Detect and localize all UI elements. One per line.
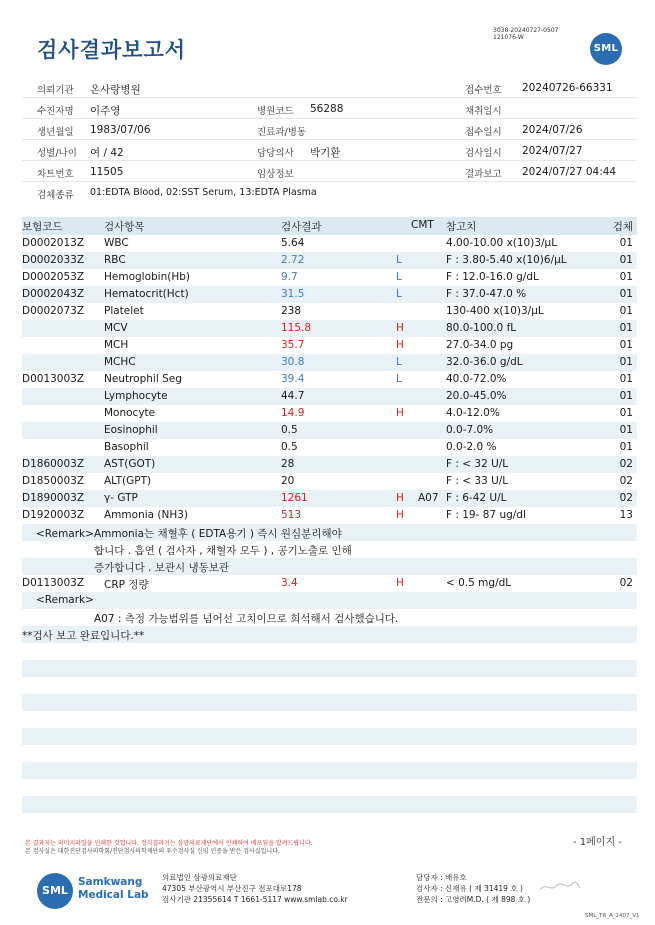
test-result: 14.9 xyxy=(281,407,305,419)
table-row xyxy=(22,286,637,303)
test-result: 39.4 xyxy=(281,373,305,385)
collect-date-label: 채취일시 xyxy=(465,106,502,117)
footer-address-block xyxy=(162,872,348,905)
footer-logo-line2: Medical Lab xyxy=(78,889,149,901)
test-item: CRP 정량 xyxy=(104,579,149,591)
table-row xyxy=(22,354,637,371)
reference-range: F : 12.0-16.0 g/dL xyxy=(446,271,539,283)
insurance-code: D0113003Z xyxy=(22,577,85,589)
remark-row xyxy=(22,558,637,575)
report-date-value: 2024/07/27 04:44 xyxy=(522,166,617,178)
test-result: 44.7 xyxy=(281,390,305,402)
table-header xyxy=(22,217,637,235)
patient-info xyxy=(22,77,637,203)
test-item: WBC xyxy=(104,237,129,249)
test-result: 0.5 xyxy=(281,441,298,453)
test-date-label: 검사일시 xyxy=(465,148,502,159)
insurance-code: D1920003Z xyxy=(22,509,85,521)
table-row xyxy=(22,269,637,286)
test-result: 513 xyxy=(281,509,302,521)
empty-row xyxy=(22,745,637,762)
specimen-code: 01 xyxy=(619,305,633,317)
table-row xyxy=(22,473,637,490)
specimen-value: 01:EDTA Blood, 02:SST Serum, 13:EDTA Plasma xyxy=(90,187,317,198)
remark-text: A07 : 측정 가능범위를 넘어선 고치이므로 희석해서 검사했습니다. xyxy=(94,613,399,625)
empty-row xyxy=(22,694,637,711)
test-result: 31.5 xyxy=(281,288,305,300)
hospital-code-value: 56288 xyxy=(310,103,344,115)
staff-specialist: 전문의 : 고영려M.D. ( 제 898 호 ) xyxy=(416,895,531,904)
result-flag: L xyxy=(396,373,402,385)
name-value: 이주영 xyxy=(90,105,121,117)
table-row xyxy=(22,405,637,422)
test-date-value: 2024/07/27 xyxy=(522,145,583,157)
receipt-no-value: 20240726-66331 xyxy=(522,82,613,94)
header-result: 검사결과 xyxy=(281,221,322,233)
signature-icon xyxy=(538,880,582,894)
specimen-code: 01 xyxy=(619,271,633,283)
test-result: 238 xyxy=(281,305,302,317)
staff-manager: 담당자 : 배유호 xyxy=(416,873,467,882)
receipt-no-label: 접수번호 xyxy=(465,85,502,96)
test-result: 3.4 xyxy=(281,577,298,589)
info-row-name xyxy=(22,98,637,119)
table-row xyxy=(22,320,637,337)
result-flag: L xyxy=(396,288,402,300)
info-row-sex-age xyxy=(22,140,637,161)
reference-range: F : 6-42 U/L xyxy=(446,492,507,504)
reference-range: 80.0-100.0 fL xyxy=(446,322,517,334)
doctor-value: 박기환 xyxy=(310,147,341,159)
table-row xyxy=(22,456,637,473)
receipt-date-label: 접수일시 xyxy=(465,127,502,138)
signature-mark xyxy=(538,880,582,896)
remark-label: <Remark> xyxy=(36,594,94,606)
insurance-code: D0002043Z xyxy=(22,288,85,300)
specimen-code: 01 xyxy=(619,322,633,334)
institution-label: 의뢰기관 xyxy=(37,85,74,96)
reference-range: 0.0-7.0% xyxy=(446,424,494,436)
specimen-code: 02 xyxy=(619,492,633,504)
table-row xyxy=(22,252,637,269)
result-flag: H xyxy=(396,407,404,419)
table-row xyxy=(22,235,637,252)
reference-range: 40.0-72.0% xyxy=(446,373,507,385)
specimen-code: 01 xyxy=(619,288,633,300)
comment-code: A07 xyxy=(418,492,439,504)
staff-inspector: 검사자 : 신재유 ( 제 31419 호 ) xyxy=(416,884,523,893)
specimen-label: 검체종류 xyxy=(37,190,74,201)
insurance-code: D1890003Z xyxy=(22,492,85,504)
footer-org: 의료법인 삼광의료재단 xyxy=(162,873,237,882)
specimen-code: 01 xyxy=(619,407,633,419)
test-item: ALT(GPT) xyxy=(104,475,152,487)
header-item: 검사항목 xyxy=(104,221,145,233)
insurance-code: D0002013Z xyxy=(22,237,85,249)
name-label: 수진자명 xyxy=(37,106,74,117)
reference-range: F : < 33 U/L xyxy=(446,475,509,487)
test-result: 9.7 xyxy=(281,271,298,283)
test-item: Lymphocyte xyxy=(104,390,168,402)
header-reference: 참고치 xyxy=(446,221,477,233)
specimen-code: 02 xyxy=(619,577,633,589)
table-row xyxy=(22,388,637,405)
reference-range: < 0.5 mg/dL xyxy=(446,577,512,589)
reference-range: F : < 32 U/L xyxy=(446,458,509,470)
reference-range: F : 3.80-5.40 x(10)6/μL xyxy=(446,254,567,266)
insurance-code: D0002073Z xyxy=(22,305,85,317)
reference-range: 4.00-10.00 x(10)3/μL xyxy=(446,237,558,249)
test-result: 35.7 xyxy=(281,339,305,351)
reference-range: F : 19- 87 ug/dl xyxy=(446,509,526,521)
test-result: 28 xyxy=(281,458,295,470)
form-code: SML_TR_A_2407_V1 xyxy=(585,913,640,919)
remark-row xyxy=(22,609,637,626)
doctor-label: 담당의사 xyxy=(257,148,294,159)
header-cmt: CMT xyxy=(411,219,434,231)
test-item: RBC xyxy=(104,254,126,266)
dob-label: 생년월일 xyxy=(37,127,74,138)
insurance-code: D0002033Z xyxy=(22,254,85,266)
specimen-code: 01 xyxy=(619,441,633,453)
institution-value: 온사랑병원 xyxy=(90,84,141,96)
info-row-institution xyxy=(22,77,637,98)
result-flag: L xyxy=(396,271,402,283)
table-row xyxy=(22,371,637,388)
reference-range: 0.0-2.0 % xyxy=(446,441,497,453)
specimen-code: 01 xyxy=(619,373,633,385)
empty-row xyxy=(22,728,637,745)
test-result: 0.5 xyxy=(281,424,298,436)
remark-text: <Remark>Ammonia는 채혈후 ( EDTA용기 ) 즉시 원심분리해야 xyxy=(36,528,342,540)
footer-logo-line1: Samkwang xyxy=(78,876,143,888)
empty-row xyxy=(22,796,637,813)
footer-note-line1: 본 결과지는 의미지파일을 인쇄한 것입니다. 정식결과지는 삼광의료재단에서 인쇄하여 배포됨을 알려드립니다. xyxy=(25,840,313,847)
specimen-code: 01 xyxy=(619,339,633,351)
report-end-text: **검사 보고 완료입니다.** xyxy=(22,630,145,642)
specimen-code: 02 xyxy=(619,458,633,470)
test-item: Ammonia (NH3) xyxy=(104,509,189,521)
page-number: - 1페이지 - xyxy=(573,837,622,848)
reference-range: 130-400 x(10)3/μL xyxy=(446,305,544,317)
specimen-code: 01 xyxy=(619,424,633,436)
remark-text: 합니다 . 흡연 ( 검사자 , 채혈자 모두 ) , 공기노출로 인해 xyxy=(94,545,352,557)
table-row xyxy=(22,507,637,524)
empty-row xyxy=(22,762,637,779)
sex-age-label: 성별/나이 xyxy=(37,148,77,159)
info-row-chart xyxy=(22,161,637,182)
insurance-code: D1850003Z xyxy=(22,475,85,487)
table-row xyxy=(22,490,637,507)
dob-value: 1983/07/06 xyxy=(90,124,151,136)
empty-row xyxy=(22,779,637,796)
info-row-specimen xyxy=(22,182,637,203)
reference-range: 27.0-34.0 pg xyxy=(446,339,514,351)
document-id-line2: 121076-W xyxy=(493,34,524,41)
document-id-line1: 3038-20240727-0507 xyxy=(493,27,559,34)
remark-text: 증가합니다 . 보관시 냉동보관 xyxy=(94,562,230,574)
specimen-code: 01 xyxy=(619,390,633,402)
specimen-code: 01 xyxy=(619,237,633,249)
receipt-date-value: 2024/07/26 xyxy=(522,124,583,136)
test-item: AST(GOT) xyxy=(104,458,156,470)
test-item: Hematocrit(Hct) xyxy=(104,288,189,300)
result-flag: L xyxy=(396,254,402,266)
test-item: γ- GTP xyxy=(104,492,138,504)
footer-contact: 검사기관 21355614 T 1661-5117 www.smlab.co.kr xyxy=(162,895,348,904)
result-flag: L xyxy=(396,356,402,368)
reference-range: 4.0-12.0% xyxy=(446,407,500,419)
empty-row xyxy=(22,660,637,677)
sex-age-value: 여 / 42 xyxy=(90,147,124,159)
table-row xyxy=(22,303,637,320)
test-item: Platelet xyxy=(104,305,144,317)
test-item: MCHC xyxy=(104,356,136,368)
insurance-code: D1860003Z xyxy=(22,458,85,470)
footer-staff xyxy=(416,872,530,905)
remark-row xyxy=(22,592,637,609)
test-item: MCV xyxy=(104,322,128,334)
result-flag: H xyxy=(396,339,404,351)
test-item: Neutrophil Seg xyxy=(104,373,182,385)
empty-row xyxy=(22,677,637,694)
result-flag: H xyxy=(396,509,404,521)
results-table xyxy=(22,217,637,830)
test-item: Basophil xyxy=(104,441,149,453)
test-item: Hemoglobin(Hb) xyxy=(104,271,191,283)
footer-address: 47305 부산광역시 부산진구 전포대로178 xyxy=(162,884,302,893)
table-body xyxy=(22,235,637,830)
sml-logo: SML xyxy=(590,33,622,65)
remark-row xyxy=(22,524,637,541)
reference-range: 32.0-36.0 g/dL xyxy=(446,356,523,368)
test-result: 115.8 xyxy=(281,322,312,334)
remark-row xyxy=(22,541,637,558)
chart-no-label: 차트번호 xyxy=(37,169,74,180)
result-flag: H xyxy=(396,322,404,334)
report-date-label: 결과보고 xyxy=(465,169,502,180)
test-result: 20 xyxy=(281,475,295,487)
test-result: 2.72 xyxy=(281,254,305,266)
specimen-code: 13 xyxy=(619,509,633,521)
insurance-code: D0002053Z xyxy=(22,271,85,283)
empty-row xyxy=(22,711,637,728)
empty-row xyxy=(22,643,637,660)
dept-label: 진료과/병동 xyxy=(257,127,307,138)
footer-note-line2: 본 검사실은 대한진단검사의학회/진단검사의학재단의 우수검사실 신임 인증을 받은 검사실입니다. xyxy=(25,848,280,855)
info-row-dob xyxy=(22,119,637,140)
test-item: Eosinophil xyxy=(104,424,158,436)
footer-sml-logo: SML xyxy=(37,873,73,909)
document-id xyxy=(493,27,558,41)
table-row xyxy=(22,337,637,354)
table-row xyxy=(22,439,637,456)
result-flag: H xyxy=(396,492,404,504)
header-specimen: 검체 xyxy=(612,221,633,233)
end-row xyxy=(22,626,637,643)
test-result: 1261 xyxy=(281,492,308,504)
empty-row xyxy=(22,813,637,830)
test-item: MCH xyxy=(104,339,129,351)
header-code: 보험코드 xyxy=(22,221,63,233)
table-row xyxy=(22,575,637,592)
footer-note xyxy=(25,840,313,856)
test-result: 5.64 xyxy=(281,237,305,249)
specimen-code: 02 xyxy=(619,475,633,487)
hospital-code-label: 병원코드 xyxy=(257,106,294,117)
table-row xyxy=(22,422,637,439)
test-result: 30.8 xyxy=(281,356,305,368)
page-title: 검사결과보고서 xyxy=(37,38,187,62)
result-flag: H xyxy=(396,577,404,589)
chart-no-value: 11505 xyxy=(90,166,124,178)
reference-range: 20.0-45.0% xyxy=(446,390,507,402)
specimen-code: 01 xyxy=(619,356,633,368)
footer-logo-text xyxy=(78,876,149,902)
insurance-code: D0013003Z xyxy=(22,373,85,385)
clinical-label: 임상정보 xyxy=(257,169,294,180)
reference-range: F : 37.0-47.0 % xyxy=(446,288,527,300)
specimen-code: 01 xyxy=(619,254,633,266)
test-item: Monocyte xyxy=(104,407,156,419)
